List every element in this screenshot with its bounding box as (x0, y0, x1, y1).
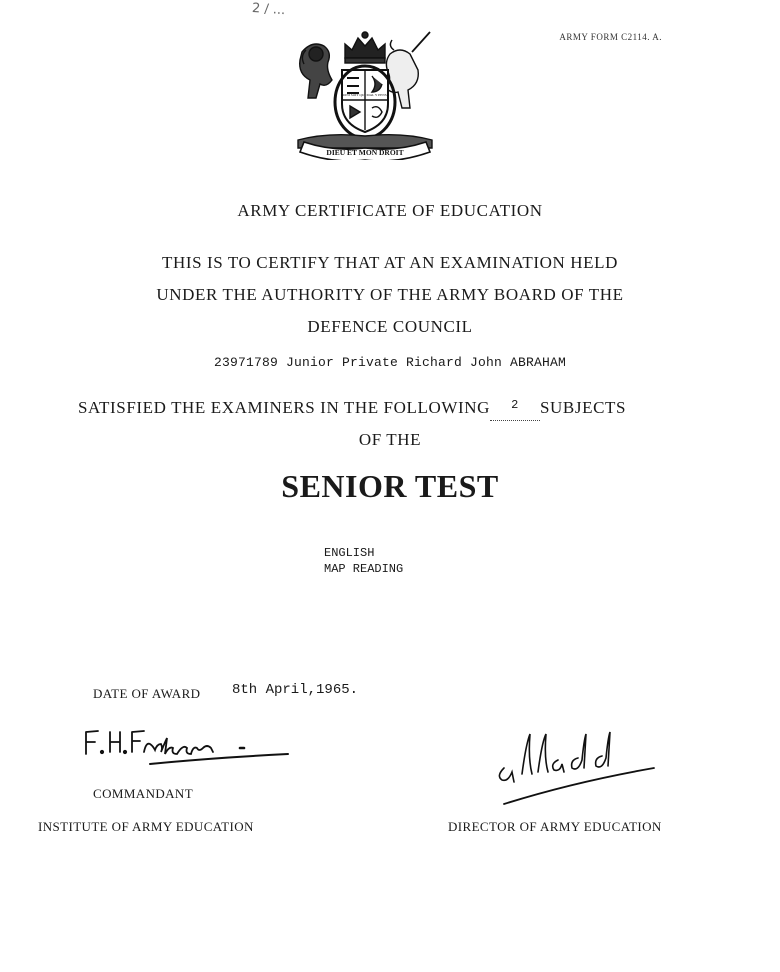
institute-label: INSTITUTE OF ARMY EDUCATION (38, 819, 254, 834)
commandant-signature (82, 722, 302, 770)
date-of-award-label: DATE OF AWARD (93, 686, 201, 701)
certify-line-3: DEFENCE COUNCIL (307, 317, 473, 336)
of-the-line: OF THE (358, 430, 422, 449)
royal-coat-of-arms-icon (290, 30, 440, 160)
certify-line-1: THIS IS TO CERTIFY THAT AT AN EXAMINATION HELD (161, 253, 618, 272)
certify-line-2: UNDER THE AUTHORITY OF THE ARMY BOARD OF THE (156, 285, 624, 304)
director-signature (494, 714, 664, 814)
test-name: SENIOR TEST (281, 468, 499, 504)
subjects-count-value: 2 (511, 398, 519, 412)
subject-item: MAP READING (324, 562, 404, 576)
candidate-name: 23971789 Junior Private Richard John ABRAHAM (213, 355, 567, 370)
certificate-title: ARMY CERTIFICATE OF EDUCATION (237, 201, 543, 220)
pencil-note: 2 / ... (251, 0, 286, 19)
date-of-award-value: 8th April,1965. (232, 682, 359, 698)
subjects-list (324, 545, 403, 577)
crest-garter: HONI SOIT QUI MAL Y PENSE (341, 93, 389, 97)
satisfied-line (78, 398, 626, 418)
satisfied-prefix: SATISFIED THE EXAMINERS IN THE FOLLOWING (78, 398, 490, 417)
satisfied-suffix: SUBJECTS (540, 398, 627, 417)
crest-motto: DIEU ET MON DROIT (326, 148, 404, 157)
subject-item: ENGLISH (324, 546, 375, 560)
form-code: ARMY FORM C2114. A. (559, 32, 662, 42)
dotted-fill-line (490, 420, 540, 421)
director-label: DIRECTOR OF ARMY EDUCATION (448, 819, 662, 834)
subjects-count (490, 398, 540, 412)
commandant-label: COMMANDANT (93, 786, 194, 801)
